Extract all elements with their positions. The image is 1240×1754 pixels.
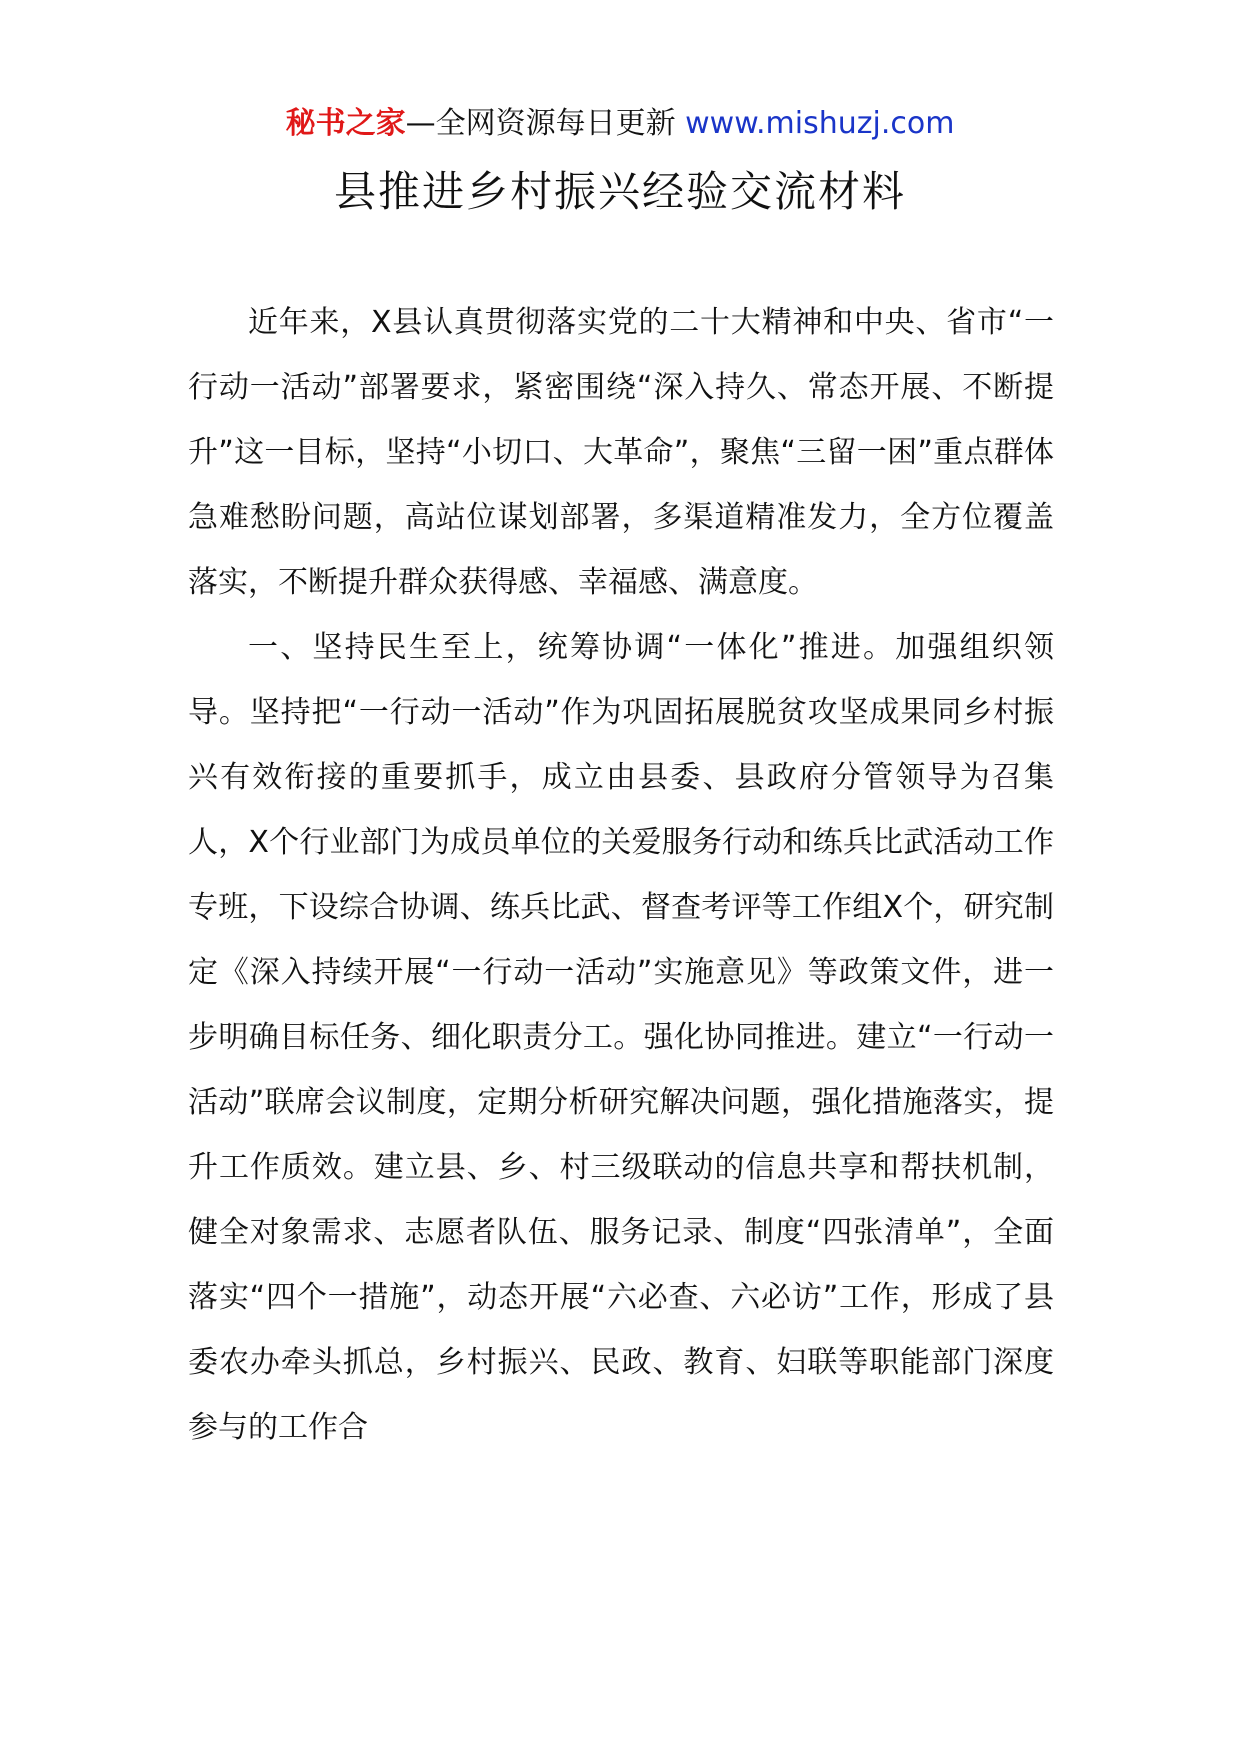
site-brand: 秘书之家: [285, 106, 406, 141]
paragraph-section-one: 一、坚持民生至上，统筹协调“一体化”推进。加强组织领导。坚持把“一行动一活动”作为巩固拓展脱贫攻坚成果同乡村振兴有效衔接的重要抓手，成立由县委、县政府分管领导为召集人，X个行业部门为成员单位的关爱服务行动和练兵比武活动工作专班，下设综合协调、练兵比武、督查考评等工作组X个，研究制定《深入持续开展“一行动一活动”实施意见》等政策文件，进一步明确目标任务、细化职责分工。强化协同推进。建立“一行动一活动”联席会议制度，定期分析研究解决问题，强化措施落实，提升工作质效。建立县、乡、村三级联动的信息共享和帮扶机制，健全对象需求、志愿者队伍、服务记录、制度“四张清单”，全面落实“四个一措施”，动态开展“六必查、六必访”工作，形成了县委农办牵头抓总，乡村振兴、民政、教育、妇联等职能部门深度参与的工作合: [188, 630, 1054, 1445]
site-header: [0, 102, 1240, 146]
document-title: 县推进乡村振兴经验交流材料: [333, 167, 906, 216]
site-url-link[interactable]: www.mishuzj.com: [685, 106, 955, 141]
site-tagline: —全网资源每日更新: [405, 106, 686, 141]
document-body: [188, 290, 1054, 1460]
paragraph-intro: 近年来，X县认真贯彻落实党的二十大精神和中央、省市“一行动一活动”部署要求，紧密围绕“深入持久、常态开展、不断提升”这一目标，坚持“小切口、大革命”，聚焦“三留一困”重点群体急难愁盼问题，高站位谋划部署，多渠道精准发力，全方位覆盖落实，不断提升群众获得感、幸福感、满意度。: [188, 305, 1054, 600]
